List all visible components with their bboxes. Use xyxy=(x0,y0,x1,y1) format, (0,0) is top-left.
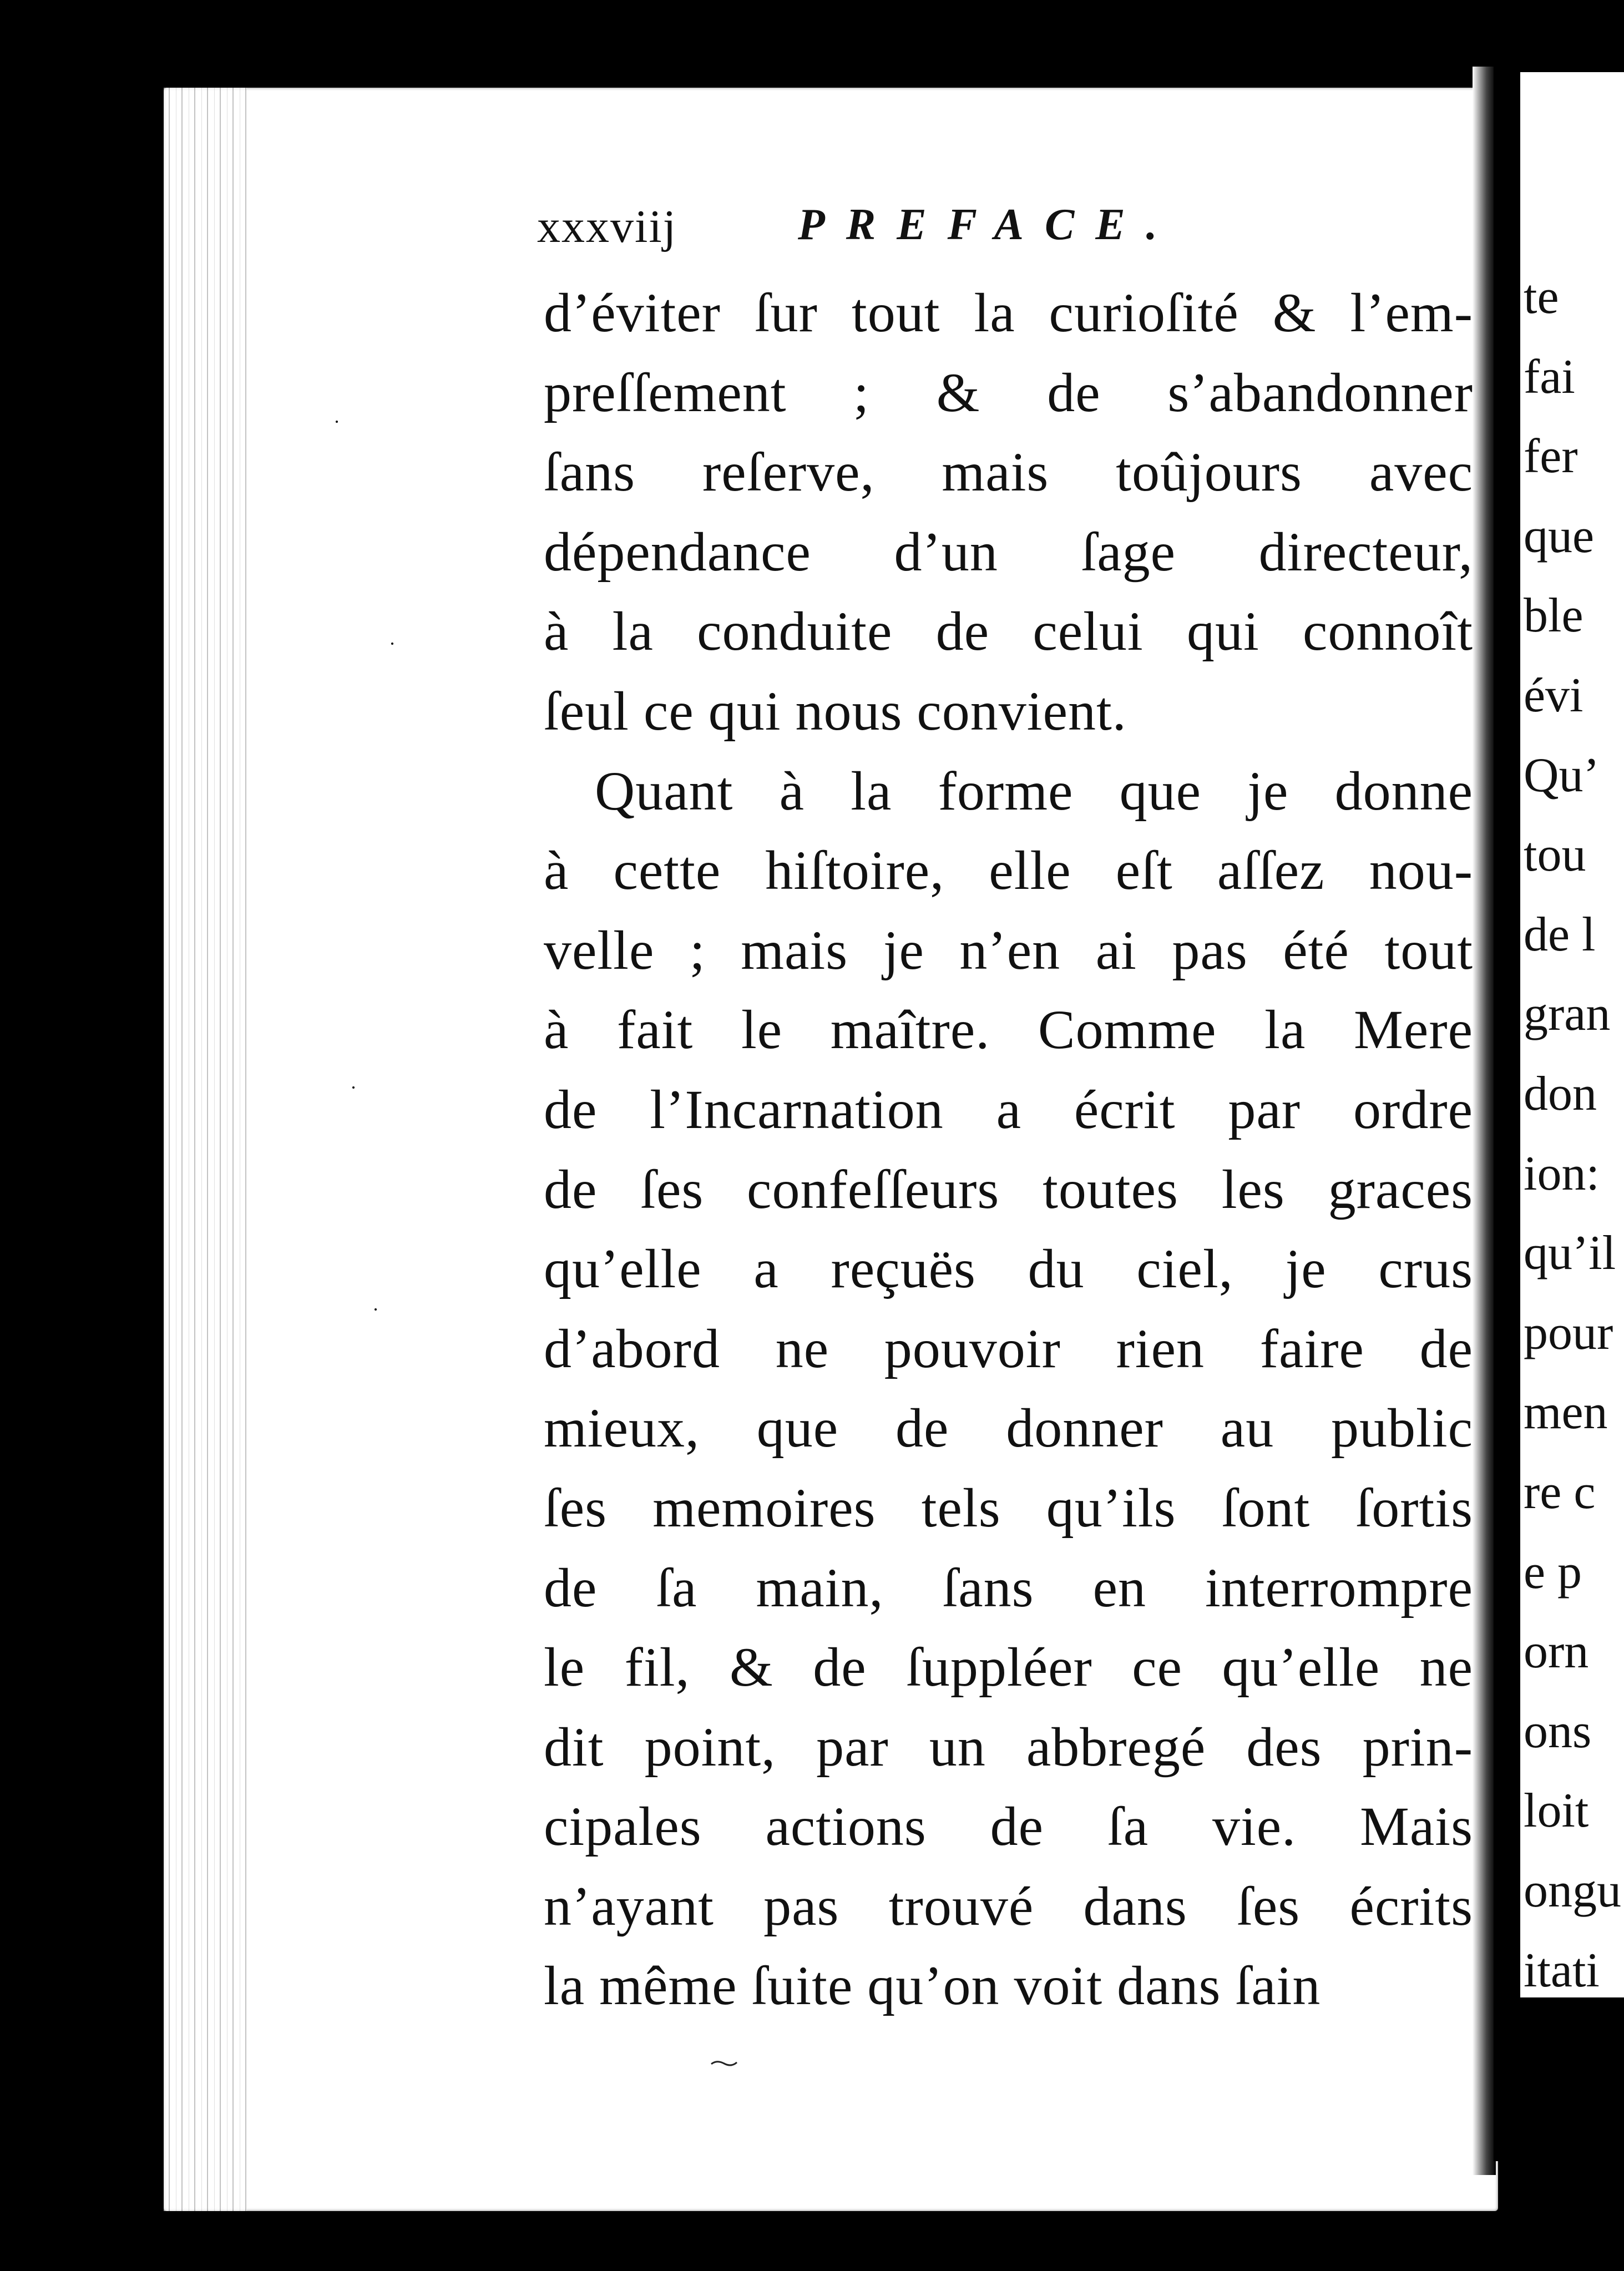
page-number: xxxviij xyxy=(537,201,677,252)
facing-text-line: que xyxy=(1524,509,1595,563)
facing-text-line: ons xyxy=(1524,1704,1592,1758)
text-line: mieux, que de donner au public xyxy=(544,1397,1473,1459)
binding-edge xyxy=(164,88,247,2211)
facing-text-line: loit xyxy=(1524,1784,1589,1838)
text-line: d’éviter ſur tout la curioſité & l’em- xyxy=(544,282,1473,343)
running-head xyxy=(537,200,1380,261)
facing-text-line: re c xyxy=(1524,1465,1596,1519)
facing-text-line: fai xyxy=(1524,350,1575,404)
text-line: ſeul ce qui nous convient. xyxy=(544,680,1127,742)
text-line: ſans reſerve, mais toûjours avec xyxy=(544,441,1473,503)
speck xyxy=(391,643,393,645)
text-line: de ſes confeſſeurs toutes les graces xyxy=(544,1158,1473,1220)
facing-text-line: tou xyxy=(1524,828,1586,882)
text-line: Quant à la forme que je donne xyxy=(595,760,1473,822)
text-line: n’ayant pas trouvé dans ſes écrits xyxy=(544,1875,1473,1937)
text-line: à fait le maître. Comme la Mere xyxy=(544,999,1473,1061)
facing-text-line: itati xyxy=(1524,1943,1600,1997)
speck xyxy=(352,1086,355,1089)
text-line: à cette hiſtoire, elle eſt aſſez nou- xyxy=(544,839,1473,902)
facing-text-line: gran xyxy=(1524,987,1611,1041)
text-line: qu’elle a reçuës du ciel, je crus xyxy=(544,1238,1473,1300)
text-line: de l’Incarnation a écrit par ordre xyxy=(544,1078,1473,1140)
body-text xyxy=(544,273,1473,2026)
text-line: de ſa main, ſans en interrompre xyxy=(544,1556,1473,1618)
facing-text-line: ble xyxy=(1524,589,1583,643)
facing-text-line: men xyxy=(1524,1385,1608,1440)
facing-text-line: Qu’ xyxy=(1524,748,1600,802)
facing-text-line: ongu xyxy=(1524,1864,1621,1918)
text-line: velle ; mais je n’en ai pas été tout xyxy=(544,919,1473,981)
running-head-title: PREFACE. xyxy=(798,200,1178,249)
facing-text-line: don xyxy=(1524,1067,1597,1121)
speck xyxy=(336,421,338,423)
text-line: cipales actions de ſa vie. Mais xyxy=(544,1795,1473,1858)
text-line: d’abord ne pouvoir rien faire de xyxy=(544,1317,1473,1379)
text-line: preſſement ; & de s’abandonner xyxy=(544,361,1473,423)
facing-text-line: évi xyxy=(1524,669,1583,722)
gutter-shadow xyxy=(1473,67,1496,2175)
facing-text-line: de l xyxy=(1524,907,1596,962)
text-line: à la conduite de celui qui connoît xyxy=(544,600,1473,662)
text-line: dit point, par un abbregé des prin- xyxy=(544,1716,1473,1778)
facing-text-line: te xyxy=(1524,270,1559,324)
text-line: la même ſuite qu’on voit dans ſain xyxy=(544,1955,1321,2017)
text-line: dépendance d’un ſage directeur, xyxy=(544,520,1473,583)
facing-text-line: ion: xyxy=(1524,1146,1600,1201)
facing-page-fragment xyxy=(1520,72,1624,1997)
facing-text-line: fer xyxy=(1524,429,1578,484)
facing-text-line: orn xyxy=(1524,1625,1589,1679)
ornament-mark xyxy=(710,2060,738,2067)
text-line: ſes memoires tels qu’ils ſont ſortis xyxy=(544,1476,1473,1539)
text-line: le fil, & de ſuppléer ce qu’elle ne xyxy=(544,1636,1473,1698)
facing-text-line: e p xyxy=(1524,1545,1582,1599)
facing-text-line: pour xyxy=(1524,1306,1613,1360)
facing-text-line: qu’il xyxy=(1524,1226,1616,1281)
speck xyxy=(375,1308,377,1311)
